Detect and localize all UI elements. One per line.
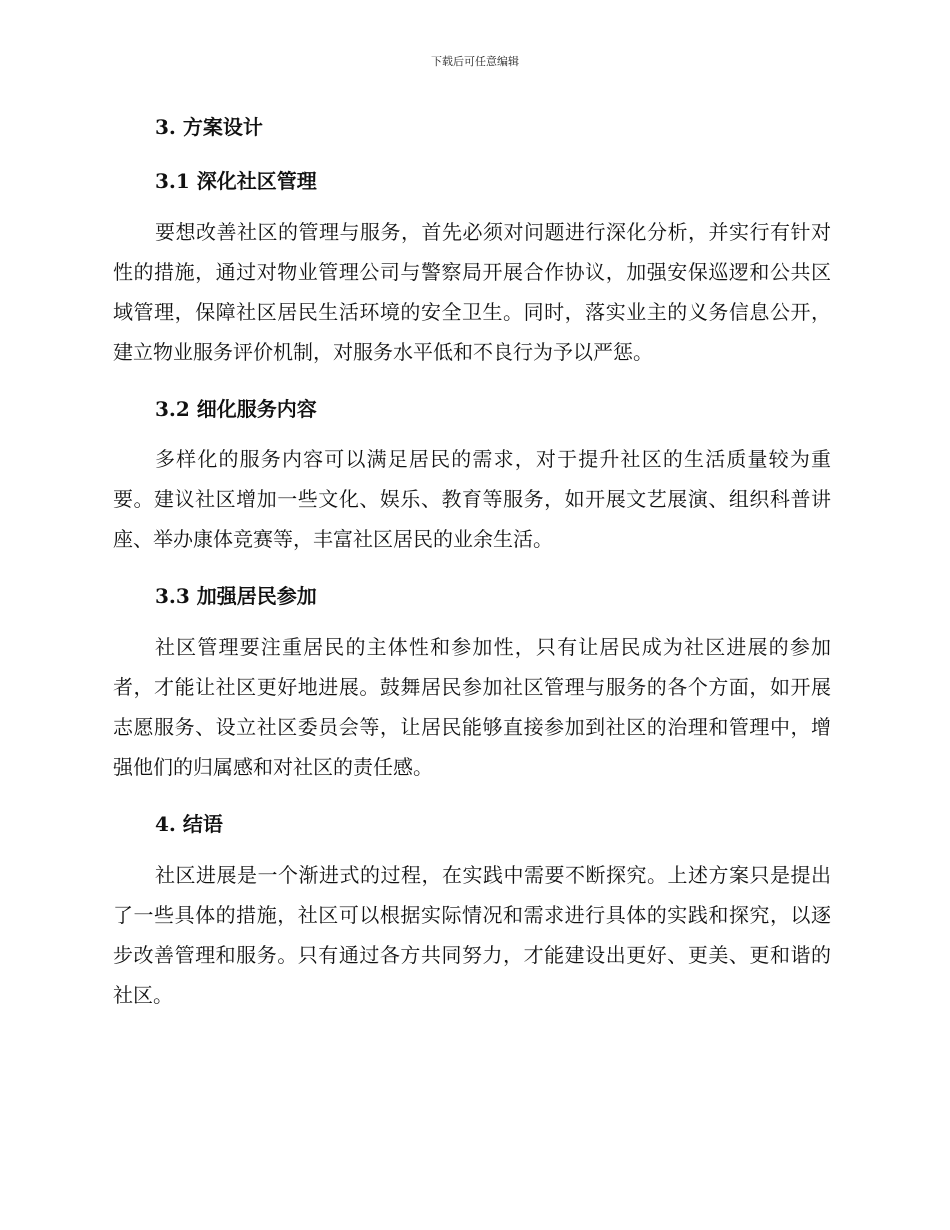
section-heading-conclusion: 4. 结语 [155, 812, 223, 836]
paragraph-conclusion: 社区进展是一个渐进式的过程，在实践中需要不断探究。上述方案只是提出了一些具体的措施，社区可以根据实际情况和需求进行具体的实践和探究，以逐步改善管理和服务。只有通过各方共同努力，才能建设出更好、更美、更和谐的社区。 [113, 863, 831, 1007]
section-heading-community-management: 3.1 深化社区管理 [155, 169, 317, 193]
paragraph-resident-participation: 社区管理要注重居民的主体性和参加性，只有让居民成为社区进展的参加者，才能让社区更好地进展。鼓舞居民参加社区管理与服务的各个方面，如开展志愿服务、设立社区委员会等，让居民能够直接参加到社区的治理和管理中，增强他们的归属感和对社区的责任感。 [113, 635, 831, 779]
section-heading-plan-design: 3. 方案设计 [155, 115, 263, 139]
section-heading-service-content: 3.2 细化服务内容 [155, 397, 317, 421]
paragraph-service-content: 多样化的服务内容可以满足居民的需求，对于提升社区的生活质量较为重要。建议社区增加一些文化、娱乐、教育等服务，如开展文艺展演、组织科普讲座、举办康体竞赛等，丰富社区居民的业余生活。 [113, 447, 831, 551]
section-heading-resident-participation: 3.3 加强居民参加 [155, 584, 317, 608]
document-body [113, 108, 831, 1015]
paragraph-community-management: 要想改善社区的管理与服务，首先必须对问题进行深化分析，并实行有针对性的措施，通过对物业管理公司与警察局开展合作协议，加强安保巡逻和公共区域管理，保障社区居民生活环境的安全卫生。同时，落实业主的义务信息公开，建立物业服务评价机制，对服务水平低和不良行为予以严惩。 [113, 220, 831, 364]
page-header: 下载后可任意编辑 [431, 55, 519, 68]
